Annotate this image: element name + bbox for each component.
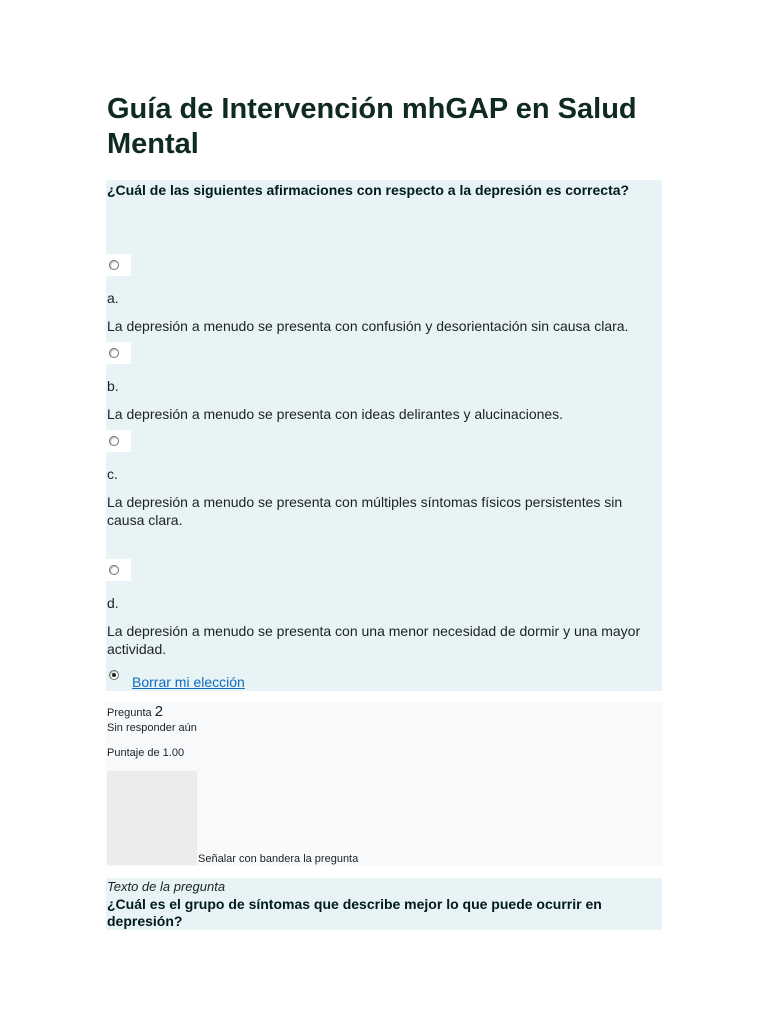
option-d-radio[interactable] [106, 559, 131, 581]
flag-question-link[interactable]: Señalar con bandera la pregunta [198, 853, 359, 865]
option-a-radio[interactable] [106, 254, 131, 276]
option-d-text[interactable]: La depresión a menudo se presenta con una menor necesidad de dormir y una mayor actividad. [107, 623, 641, 657]
question-score: Puntaje de 1.00 [107, 747, 185, 759]
option-b-letter: b. [107, 378, 119, 394]
option-c-letter: c. [107, 466, 118, 482]
option-a-letter: a. [107, 290, 119, 306]
option-c-radio[interactable] [106, 430, 131, 452]
option-b-radio[interactable] [106, 342, 131, 364]
flag-icon[interactable] [107, 771, 197, 865]
question-number [107, 704, 163, 721]
question-1-text: ¿Cuál de las siguientes afirmaciones con respecto a la depresión es correcta? [107, 182, 630, 198]
question-text-label: Texto de la pregunta [107, 879, 226, 894]
radio-icon [109, 436, 119, 446]
question-1-panel [106, 180, 662, 691]
clear-choice-link[interactable]: Borrar mi elección [132, 674, 245, 690]
clear-choice-radio[interactable] [106, 664, 131, 686]
radio-icon [109, 348, 119, 358]
radio-icon [109, 260, 119, 270]
question-2-text: ¿Cuál es el grupo de síntomas que describe mejor lo que puede ocurrir en depresión? [107, 896, 602, 929]
question-number-value: 2 [154, 703, 164, 720]
page-title: Guía de Intervención mhGAP en Salud Mental [107, 93, 637, 160]
radio-icon [109, 565, 119, 575]
option-b-text[interactable]: La depresión a menudo se presenta con ideas delirantes y alucinaciones. [107, 406, 564, 422]
option-c-text[interactable]: La depresión a menudo se presenta con múltiples síntomas físicos persistentes sin causa clara. [107, 494, 623, 528]
option-a-text[interactable]: La depresión a menudo se presenta con confusión y desorientación sin causa clara. [107, 318, 629, 334]
option-d-letter: d. [107, 595, 119, 611]
question-status: Sin responder aún [107, 722, 197, 734]
question-label: Pregunta [107, 707, 152, 719]
radio-checked-icon [109, 670, 119, 680]
